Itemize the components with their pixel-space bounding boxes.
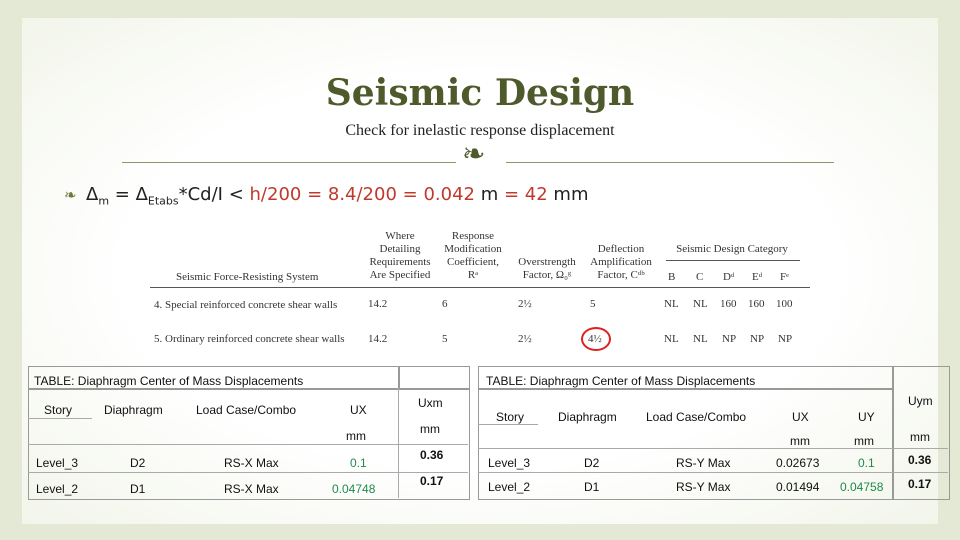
table-x-caption-side: [398, 366, 470, 390]
ref-row1-cat-d: 160: [720, 298, 737, 310]
table-x-r2-diaphragm: D1: [130, 482, 146, 496]
ref-row2-cat-c: NL: [693, 333, 708, 345]
table-y-caption: TABLE: Diaphragm Center of Mass Displacements: [486, 374, 756, 388]
ornament-divider-icon: ❧: [462, 137, 486, 170]
table-x-r1-ux: 0.1: [350, 456, 367, 470]
ref-row1-spec: 14.2: [368, 298, 388, 310]
formula-result: = 42: [503, 184, 548, 205]
table-y-r1-uy: 0.1: [858, 456, 875, 470]
table-y-r2-uy: 0.04758: [840, 480, 884, 494]
table-x-r2-story: Level_2: [36, 482, 79, 496]
table-x-header-diaphragm: Diaphragm: [104, 403, 163, 417]
table-y-r1-diaphragm: D2: [584, 456, 600, 470]
table-y-r2-uym: 0.17: [908, 477, 932, 491]
formula-sub-m: m: [98, 194, 110, 208]
table-y-header-ux: UX: [792, 410, 809, 424]
table-x-caption: TABLE: Diaphragm Center of Mass Displacements: [34, 374, 304, 388]
ref-row2-cat-e: NP: [750, 333, 765, 345]
formula-sub-etabs: Etabs: [147, 194, 179, 208]
table-y-r1-story: Level_3: [488, 456, 531, 470]
displacement-formula: [64, 184, 589, 208]
formula-delta: Δ: [86, 184, 99, 205]
table-y-r1-uym: 0.36: [908, 453, 932, 467]
table-y-r1-loadcase: RS-Y Max: [676, 456, 731, 470]
arrow-bullet-icon: ❧: [64, 186, 77, 204]
table-y-unit-ux: mm: [790, 434, 810, 448]
slide-title: Seismic Design: [325, 72, 635, 114]
ref-row1-cd: 5: [590, 298, 596, 310]
table-x-r2-loadcase: RS-X Max: [224, 482, 279, 496]
ref-row2-spec: 14.2: [368, 333, 388, 345]
divider-rule-right: [506, 162, 834, 163]
table-x-vline: [398, 388, 399, 498]
slide-subtitle: Check for inelastic response displacement: [345, 122, 615, 139]
formula-eq: = Δ: [109, 184, 148, 205]
ref-row1-cat-e: 160: [748, 298, 765, 310]
table-y-r1-ux: 0.02673: [776, 456, 820, 470]
ref-cat-b: B: [668, 271, 676, 283]
table-x-header-uxm: Uxm: [418, 396, 443, 410]
ref-row1-cat-b: NL: [664, 298, 679, 310]
ref-row2-cat-d: NP: [722, 333, 737, 345]
ref-row2-cd: 4½: [588, 333, 602, 345]
ref-row2-r: 5: [442, 333, 448, 345]
table-x-hline-1: [28, 444, 468, 445]
formula-unit: mm: [547, 184, 589, 205]
formula-rest: *Cd/I <: [178, 184, 250, 205]
divider-rule-left: [122, 162, 456, 163]
ref-col4-header: Overstrength Factor, Ω₀ᵍ: [518, 256, 576, 281]
table-x-hline-3: [28, 418, 92, 419]
table-y-header-uym: Uym: [908, 394, 933, 408]
table-y-header-loadcase: Load Case/Combo: [646, 410, 747, 424]
ref-row1-r: 6: [442, 298, 448, 310]
table-x-unit-ux: mm: [346, 429, 366, 443]
ref-col2-header: Where Detailing Requirements Are Specified: [369, 230, 431, 281]
table-y-r2-diaphragm: D1: [584, 480, 600, 494]
ref-header-rule: [150, 287, 810, 288]
table-y-hline-2: [478, 472, 948, 473]
ref-row2-system: 5. Ordinary reinforced concrete shear walls: [154, 333, 345, 345]
ref-row1-cat-f: 100: [776, 298, 793, 310]
table-y-unit-uy: mm: [854, 434, 874, 448]
ref-col5-header: Deflection Amplification Factor, Cᵈᵇ: [590, 243, 652, 281]
ref-cat-c: C: [696, 271, 704, 283]
diaphragm-table-y: [478, 366, 950, 498]
ref-col3-header: Response Modification Coefficient, Rᵃ: [444, 230, 502, 281]
ref-row1-system: 4. Special reinforced concrete shear walls: [154, 299, 338, 311]
ref-row1-cat-c: NL: [693, 298, 708, 310]
table-y-r2-ux: 0.01494: [776, 480, 820, 494]
table-x-r1-story: Level_3: [36, 456, 79, 470]
formula-limit: h/200 = 8.4/200 = 0.042: [249, 184, 475, 205]
diaphragm-table-x: [28, 366, 470, 498]
ref-col6-header: Seismic Design Category: [676, 243, 788, 255]
ref-cat-d: Dᵈ: [723, 271, 735, 283]
ref-col6-underline: [666, 260, 800, 261]
table-y-hline-3: [478, 424, 538, 425]
table-x-r1-uxm: 0.36: [420, 448, 444, 462]
table-x-hline-2: [28, 472, 468, 473]
table-y-r2-loadcase: RS-Y Max: [676, 480, 731, 494]
table-x-unit-uxm: mm: [420, 422, 440, 436]
ref-row2-cat-b: NL: [664, 333, 679, 345]
table-y-hline-1: [478, 448, 948, 449]
formula-mid: m: [474, 184, 504, 205]
table-y-unit-uym: mm: [910, 430, 930, 444]
ref-cat-e: Eᵈ: [752, 271, 763, 283]
table-y-r2-story: Level_2: [488, 480, 531, 494]
table-x-header-ux: UX: [350, 403, 367, 417]
table-y-header-uy: UY: [858, 410, 875, 424]
table-y-header-diaphragm: Diaphragm: [558, 410, 617, 424]
highlight-circle: [581, 327, 611, 351]
table-x-r1-diaphragm: D2: [130, 456, 146, 470]
ref-row2-omega: 2½: [518, 333, 532, 345]
table-x-r2-ux: 0.04748: [332, 482, 376, 496]
ref-row2-cat-f: NP: [778, 333, 793, 345]
ref-cat-f: Fᵉ: [780, 271, 789, 283]
code-reference-table: [150, 228, 812, 346]
table-x-header-story: Story: [44, 403, 73, 417]
table-x-header-loadcase: Load Case/Combo: [196, 403, 297, 417]
ref-row1-omega: 2½: [518, 298, 532, 310]
table-x-r2-uxm: 0.17: [420, 474, 444, 488]
table-y-header-story: Story: [496, 410, 525, 424]
ref-col1-header: Seismic Force-Resisting System: [176, 271, 319, 283]
table-x-r1-loadcase: RS-X Max: [224, 456, 279, 470]
